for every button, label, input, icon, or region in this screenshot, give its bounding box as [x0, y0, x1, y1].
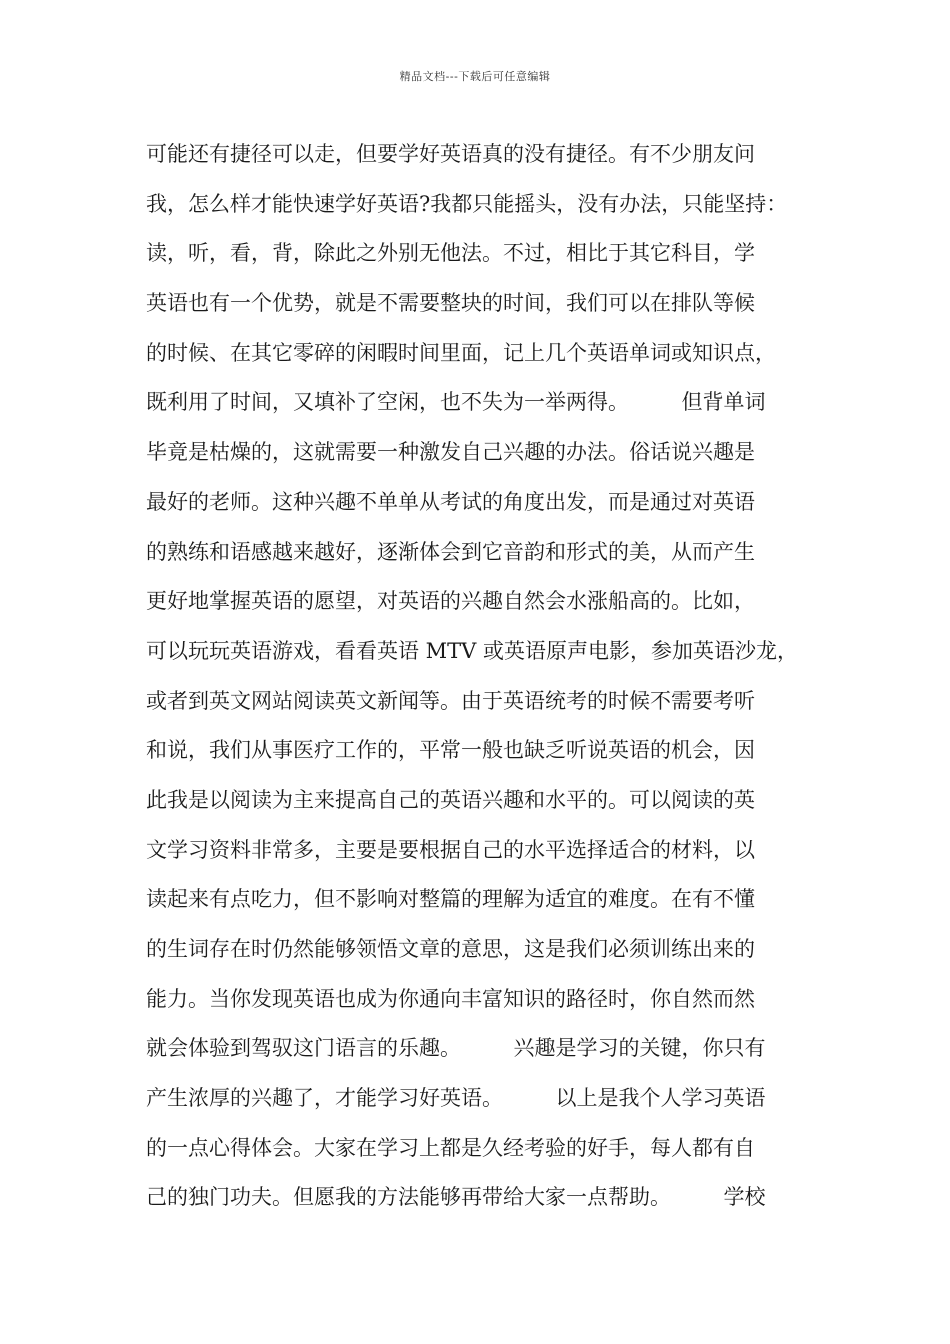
text-line: 文学习资料非常多，主要是要根据自己的水平选择适合的材料，以 [146, 837, 755, 862]
text-line: 能力。当你发现英语也成为你通向丰富知识的路径时，你自然而然 [146, 986, 755, 1011]
text-line: 的时候、在其它零碎的闲暇时间里面，记上几个英语单词或知识点， [146, 340, 776, 365]
text-line: 毕竟是枯燥的，这就需要一种激发自己兴趣的办法。俗话说兴趣是 [146, 440, 755, 465]
text-line: 最好的老师。这种兴趣不单单从考试的角度出发，而是通过对英语 [146, 489, 755, 514]
text-line: 和说，我们从事医疗工作的，平常一般也缺乏听说英语的机会，因 [146, 738, 755, 763]
text-line: 己的独门功夫。但愿我的方法能够再带给大家一点帮助。 学校 [146, 1185, 766, 1210]
text-line: 的生词存在时仍然能够领悟文章的意思，这是我们必须训练出来的 [146, 937, 755, 961]
text-line: 此我是以阅读为主来提高自己的英语兴趣和水平的。可以阅读的英 [146, 787, 755, 812]
text-line: 的熟练和语感越来越好，逐渐体会到它音韵和形式的美，从而产生 [146, 539, 755, 564]
text-line: 英语也有一个优势，就是不需要整块的时间，我们可以在排队等候 [146, 291, 755, 316]
text-line: 既利用了时间，又填补了空闲，也不失为一举两得。 但背单词 [146, 390, 766, 415]
text-line: 读起来有点吃力，但不影响对整篇的理解为适宜的难度。在有不懂 [146, 887, 755, 912]
text-line: 就会体验到驾驭这门语言的乐趣。 兴趣是学习的关键，你只有 [146, 1036, 766, 1061]
text-line: 更好地掌握英语的愿望，对英语的兴趣自然会水涨船高的。比如， [146, 589, 755, 614]
page-header: 精品文档---下载后可任意编辑 [399, 70, 551, 83]
text-line: 读，听，看，背，除此之外别无他法。不过，相比于其它科目，学 [146, 241, 755, 266]
text-line: 的一点心得体会。大家在学习上都是久经考验的好手，每人都有自 [146, 1135, 755, 1160]
body-text [146, 130, 811, 1223]
text-line: 我，怎么样才能快速学好英语?我都只能摇头，没有办法，只能坚持： [146, 191, 788, 216]
text-line: 可以玩玩英语游戏，看看英语 MTV 或英语原声电影，参加英语沙龙， [146, 638, 799, 663]
text-line: 或者到英文网站阅读英文新闻等。由于英语统考的时候不需要考听 [146, 688, 755, 713]
text-line: 可能还有捷径可以走，但要学好英语真的没有捷径。有不少朋友问 [146, 142, 755, 166]
text-line: 产生浓厚的兴趣了，才能学习好英语。 以上是我个人学习英语 [146, 1086, 766, 1111]
